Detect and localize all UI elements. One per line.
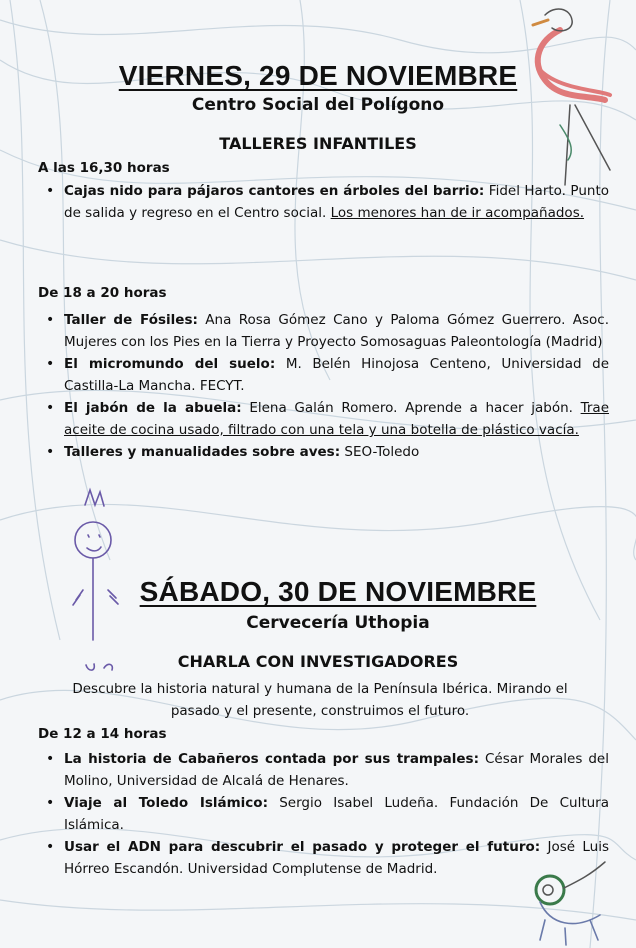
item-text: Elena Galán Romero. Aprende a hacer jabón.: [241, 400, 581, 416]
friday-section-title: TALLERES INFANTILES: [219, 134, 417, 153]
item-note: Trae aceite de cocina usado, filtrado con una tela y una botella de plástico vacía.: [64, 400, 610, 438]
list-item: [44, 397, 609, 441]
saturday-list: [44, 748, 609, 880]
friday-title: VIERNES, 29 DE NOVIEMBRE: [118, 60, 518, 91]
item-text: M. Belén Hinojosa Centeno, Universidad de Castilla-La Mancha. FECYT.: [64, 356, 610, 394]
list-item: [44, 180, 609, 224]
item-text: SEO-Toledo: [340, 444, 420, 460]
item-title: Cajas nido para pájaros cantores en árboles del barrio:: [64, 183, 485, 199]
item-title: El jabón de la abuela:: [64, 400, 242, 416]
list-item: [44, 441, 609, 463]
item-title: Taller de Fósiles:: [64, 312, 198, 328]
item-text: Fidel Harto. Punto de salida y regreso en el Centro social.: [64, 183, 610, 221]
item-title: La historia de Cabañeros contada por sus trampales:: [64, 751, 479, 767]
saturday-venue: Cervecería Uthopia: [246, 613, 430, 633]
list-item: [44, 748, 609, 792]
item-title: El micromundo del suelo:: [64, 356, 276, 372]
saturday-time: De 12 a 14 horas: [38, 726, 167, 742]
item-title: Talleres y manualidades sobre aves:: [64, 444, 341, 460]
saturday-title: SÁBADO, 30 DE NOVIEMBRE: [139, 576, 537, 607]
friday-venue: Centro Social del Polígono: [191, 95, 445, 115]
item-text: Sergio Isabel Ludeña. Fundación De Cultura Islámica.: [64, 795, 609, 833]
list-item: [44, 309, 609, 353]
item-text: José Luis Hórreo Escandón. Universidad Complutense de Madrid.: [64, 839, 609, 877]
list-item: [44, 353, 609, 397]
saturday-intro: Descubre la historia natural y humana de la Península Ibérica. Mirando el pasado y el presente, construimos el futuro.: [72, 681, 568, 719]
item-text: César Morales del Molino, Universidad de Alcalá de Henares.: [64, 751, 609, 789]
friday-time-1: A las 16,30 horas: [38, 160, 170, 176]
friday-time-2: De 18 a 20 horas: [38, 285, 167, 301]
item-title: Viaje al Toledo Islámico:: [64, 795, 268, 811]
item-title: Usar el ADN para descubrir el pasado y proteger el futuro:: [64, 839, 541, 855]
saturday-section-title: CHARLA CON INVESTIGADORES: [177, 652, 459, 671]
list-item: [44, 836, 609, 880]
item-text: Ana Rosa Gómez Cano y Paloma Gómez Guerrero. Asoc. Mujeres con los Pies en la Tierra y Proyecto Somosaguas Paleontología (Madrid): [64, 312, 609, 350]
list-item: [44, 792, 609, 836]
item-note: Los menores han de ir acompañados.: [330, 205, 585, 221]
friday-list-2: [44, 309, 609, 463]
friday-list-1: [44, 180, 609, 224]
